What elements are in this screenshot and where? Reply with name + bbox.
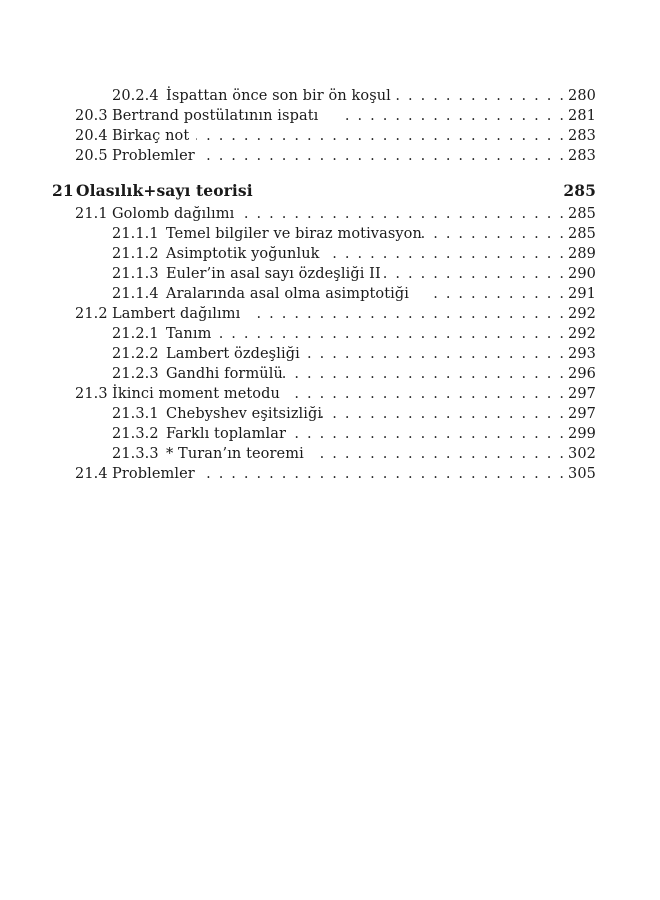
section-number: 20.4 — [75, 128, 108, 144]
toc-entry — [0, 204, 660, 224]
dot-leader — [330, 244, 564, 264]
toc-chapter — [0, 181, 660, 201]
section-title: Problemler — [112, 148, 195, 164]
section-number: 21.2 — [75, 306, 108, 322]
section-number: 20.5 — [75, 148, 108, 164]
toc-entry — [0, 364, 660, 384]
dot-leader — [204, 146, 564, 166]
toc-entry — [0, 424, 660, 444]
page-number: 285 — [568, 226, 596, 242]
page-number: 290 — [568, 266, 596, 282]
page-number: 280 — [568, 88, 596, 104]
section-number: 21.1.3 — [112, 266, 159, 282]
toc-entry — [0, 384, 660, 404]
dot-leader — [292, 424, 564, 444]
section-title: Problemler — [112, 466, 195, 482]
page-number: 292 — [568, 306, 596, 322]
section-number: 20.2.4 — [112, 88, 159, 104]
dot-leader — [346, 106, 564, 126]
toc-entry — [0, 304, 660, 324]
dot-leader — [204, 464, 564, 484]
section-title: Euler’in asal sayı özdeşliği II — [166, 266, 381, 282]
section-number: 21.3 — [75, 386, 108, 402]
toc-entry — [0, 126, 660, 146]
chapter-number: 21 — [52, 181, 74, 200]
page-number: 297 — [568, 386, 596, 402]
toc-entry — [0, 284, 660, 304]
dot-leader — [316, 404, 564, 424]
dot-leader — [390, 86, 564, 106]
page-number: 297 — [568, 406, 596, 422]
dot-leader — [374, 264, 564, 284]
section-title: İspattan önce son bir ön koşul — [166, 88, 391, 104]
section-number: 21.3.3 — [112, 446, 159, 462]
section-number: 21.2.1 — [112, 326, 159, 342]
page-number: 285 — [563, 181, 596, 200]
page-number: 299 — [568, 426, 596, 442]
section-title: Birkaç not — [112, 128, 190, 144]
dot-leader — [240, 204, 564, 224]
section-title: Asimptotik yoğunluk — [166, 246, 320, 262]
toc-entry — [0, 404, 660, 424]
section-title: Gandhi formülü — [166, 366, 283, 382]
section-title: Golomb dağılımı — [112, 206, 235, 222]
section-title: Chebyshev eşitsizliği — [166, 406, 323, 422]
section-number: 21.1.2 — [112, 246, 159, 262]
section-number: 21.1.1 — [112, 226, 159, 242]
toc-entry — [0, 224, 660, 244]
page-number: 283 — [568, 128, 596, 144]
section-number: 21.2.2 — [112, 346, 159, 362]
section-title: Aralarında asal olma asimptotiği — [166, 286, 410, 302]
section-number: 20.3 — [75, 108, 108, 124]
page-number: 283 — [568, 148, 596, 164]
section-number: 21.3.1 — [112, 406, 159, 422]
page-number: 291 — [568, 286, 596, 302]
page-number: 296 — [568, 366, 596, 382]
section-number: 21.3.2 — [112, 426, 159, 442]
section-number: 21.4 — [75, 466, 108, 482]
dot-leader — [318, 444, 564, 464]
section-title: * Turan’ın teoremi — [166, 446, 304, 462]
toc-entry — [0, 264, 660, 284]
page-number: 289 — [568, 246, 596, 262]
dot-leader — [290, 384, 564, 404]
dot-leader — [282, 364, 564, 384]
page-number: 305 — [568, 466, 596, 482]
section-number: 21.1.4 — [112, 286, 159, 302]
toc-entry — [0, 146, 660, 166]
dot-leader — [300, 344, 564, 364]
section-title: Bertrand postülatının ispatı — [112, 108, 319, 124]
chapter-title: Olasılık+sayı teorisi — [76, 181, 253, 200]
section-title: Tanım — [166, 326, 212, 342]
section-number: 21.2.3 — [112, 366, 159, 382]
toc-entry — [0, 444, 660, 464]
page-number: 302 — [568, 446, 596, 462]
dot-leader — [414, 224, 564, 244]
dot-leader — [196, 126, 564, 146]
section-title: Lambert dağılımı — [112, 306, 241, 322]
page-number: 285 — [568, 206, 596, 222]
section-number: 21.1 — [75, 206, 108, 222]
dot-leader — [256, 304, 564, 324]
toc-entry — [0, 244, 660, 264]
toc-entry — [0, 324, 660, 344]
section-title: İkinci moment metodu — [112, 386, 280, 402]
dot-leader — [220, 324, 564, 344]
section-title: Lambert özdeşliği — [166, 346, 300, 362]
page-number: 281 — [568, 108, 596, 124]
page-number: 292 — [568, 326, 596, 342]
toc-entry — [0, 86, 660, 106]
toc-entry — [0, 344, 660, 364]
toc-entry — [0, 464, 660, 484]
section-title: Farklı toplamlar — [166, 426, 287, 442]
dot-leader — [434, 284, 564, 304]
page-number: 293 — [568, 346, 596, 362]
section-title: Temel bilgiler ve biraz motivasyon — [166, 226, 422, 242]
toc-entry — [0, 106, 660, 126]
